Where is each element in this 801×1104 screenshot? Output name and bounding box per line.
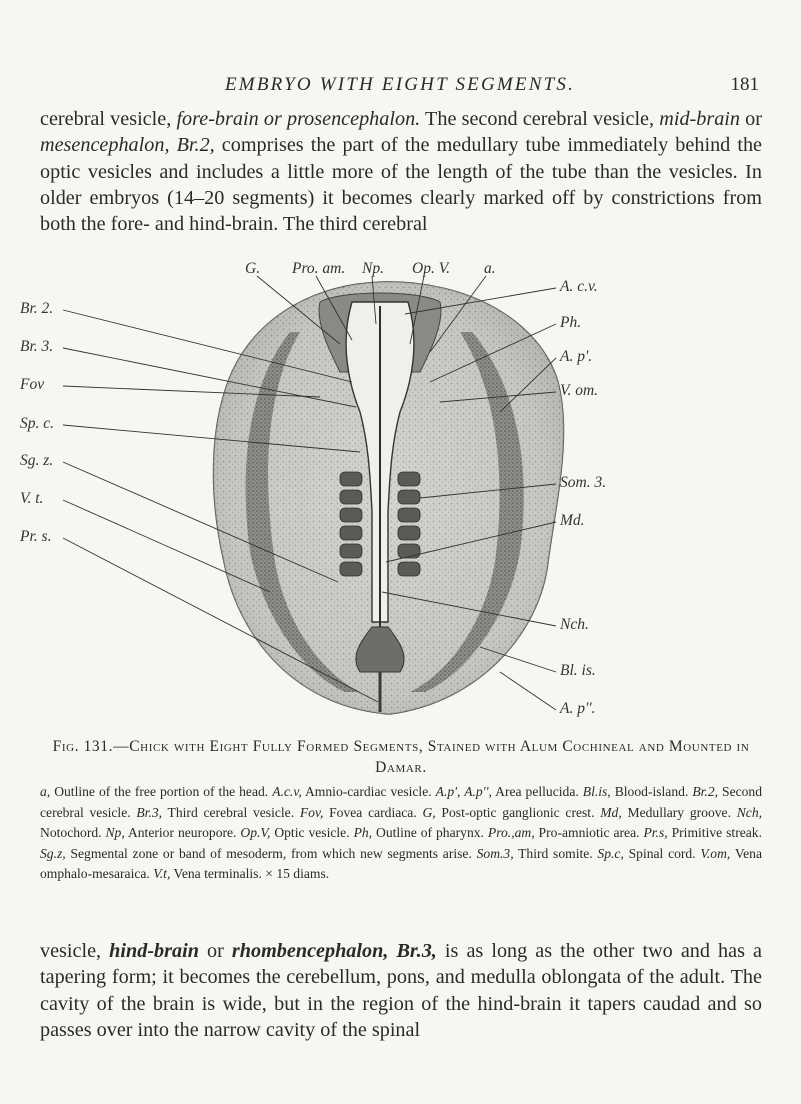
- label-v-om: V. om.: [560, 382, 599, 399]
- figure-legend: [40, 782, 762, 885]
- legend-item: Sg.z, Segmental zone or band of mesoderm, from which new segments arise.: [40, 845, 477, 861]
- label-pro-am: Pro. am.: [292, 260, 346, 277]
- term-hind-brain: hind-brain: [109, 940, 199, 962]
- legend-item: V.t, Vena terminalis.: [153, 866, 266, 881]
- legend-item: Nch, Notochord.: [40, 804, 763, 840]
- embryo-figure: [0, 262, 801, 732]
- label-a-c-v: A. c.v.: [560, 278, 598, 295]
- label-som3: Som. 3.: [560, 474, 607, 491]
- legend-item: Ph, Outline of pharynx.: [353, 825, 488, 840]
- magnification: × 15 diams.: [265, 866, 330, 881]
- body-paragraph-bottom: [40, 938, 762, 1043]
- legend-item: Br.3, Third cerebral vesicle.: [136, 804, 300, 820]
- label-sg-z: Sg. z.: [20, 452, 54, 469]
- term-rhombencephalon: rhombencephalon, Br.3,: [231, 940, 437, 962]
- label-np: Np.: [362, 260, 384, 277]
- label-sp-c: Sp. c.: [20, 415, 55, 432]
- legend-item: Bl.is, Blood-island.: [582, 784, 693, 799]
- legend-item: Np, Anterior neuropore.: [105, 825, 241, 840]
- label-bl-is: Bl. is.: [560, 662, 596, 679]
- term-mesencephalon: mesencephalon, Br.2,: [40, 134, 215, 157]
- legend-item: Pro.,am, Pro-amniotic area.: [487, 825, 644, 840]
- text-run: vesicle,: [40, 940, 110, 962]
- legend-item: Md, Medullary groove.: [600, 804, 737, 820]
- label-a-p1: A. p'.: [560, 348, 593, 365]
- legend-item: Op.V, Optic vesicle.: [240, 825, 354, 840]
- term-mid-brain: mid-brain: [659, 108, 740, 130]
- text-run: comprises the part of the medullary tube immediately behind the optic vesicles and includes a little more of the length of the tube than the vesicles. In older embryos (14–20 segments) it becomes clearly marked off by constrictions from both the fore- and hind-brain. The third cerebral: [40, 134, 762, 236]
- text-run: or: [740, 108, 762, 130]
- legend-item: A.p', A.p'', Area pellucida.: [435, 784, 583, 799]
- text-run: The second cerebral vesicle,: [420, 108, 660, 130]
- label-v-t: V. t.: [20, 490, 44, 507]
- legend-item: V.om, Vena omphalo-mesaraica.: [40, 845, 762, 881]
- body-paragraph-top: [40, 106, 762, 237]
- label-ph: Ph.: [560, 314, 582, 331]
- embryo-illustration: [0, 262, 801, 732]
- running-header: [0, 74, 801, 98]
- label-g: G.: [245, 260, 261, 277]
- text-run: is as long as the other two and has a tapering form; it becomes the cerebellum, pons, and medulla oblongata of the adult. The cavity of the brain is wide, but in the region of the hind-brain it tapers caudad and so passes over into the narrow cavity of the spinal: [40, 940, 762, 1041]
- legend-item: Sp.c, Spinal cord.: [597, 845, 701, 861]
- figure-caption-title: Fig. 131.—Chick with Eight Fully Formed Segments, Stained with Alum Cochineal and Mounted in Damar.: [52, 738, 750, 776]
- text-run: or: [198, 940, 232, 962]
- legend-item: Br.2, Second cerebral vesicle.: [40, 784, 763, 820]
- legend-item: A.c.v, Amnio-cardiac vesicle.: [272, 784, 436, 799]
- label-br2: Br. 2.: [20, 300, 54, 317]
- page-number: 181: [730, 74, 759, 95]
- term-fore-brain: fore-brain or prosencephalon.: [176, 108, 421, 130]
- legend-item: a, Outline of the free portion of the head.: [40, 784, 273, 799]
- label-pr-s: Pr. s.: [20, 528, 52, 545]
- label-a: a.: [484, 260, 496, 277]
- legend-item: G, Post-optic ganglionic crest.: [422, 804, 601, 820]
- label-op-v: Op. V.: [412, 260, 451, 277]
- running-title: EMBRYO WITH EIGHT SEGMENTS.: [225, 74, 576, 95]
- legend-item: Fov, Fovea cardiaca.: [299, 804, 423, 820]
- label-nch: Nch.: [560, 616, 589, 633]
- label-a-p2: A. p''.: [560, 700, 596, 717]
- label-fov: Fov: [20, 376, 45, 393]
- legend-item: Pr.s, Primitive streak.: [643, 825, 762, 840]
- label-md: Md.: [560, 512, 585, 529]
- text-run: cerebral vesicle,: [40, 108, 177, 130]
- legend-item: Som.3, Third somite.: [476, 845, 598, 861]
- label-br3: Br. 3.: [20, 338, 54, 355]
